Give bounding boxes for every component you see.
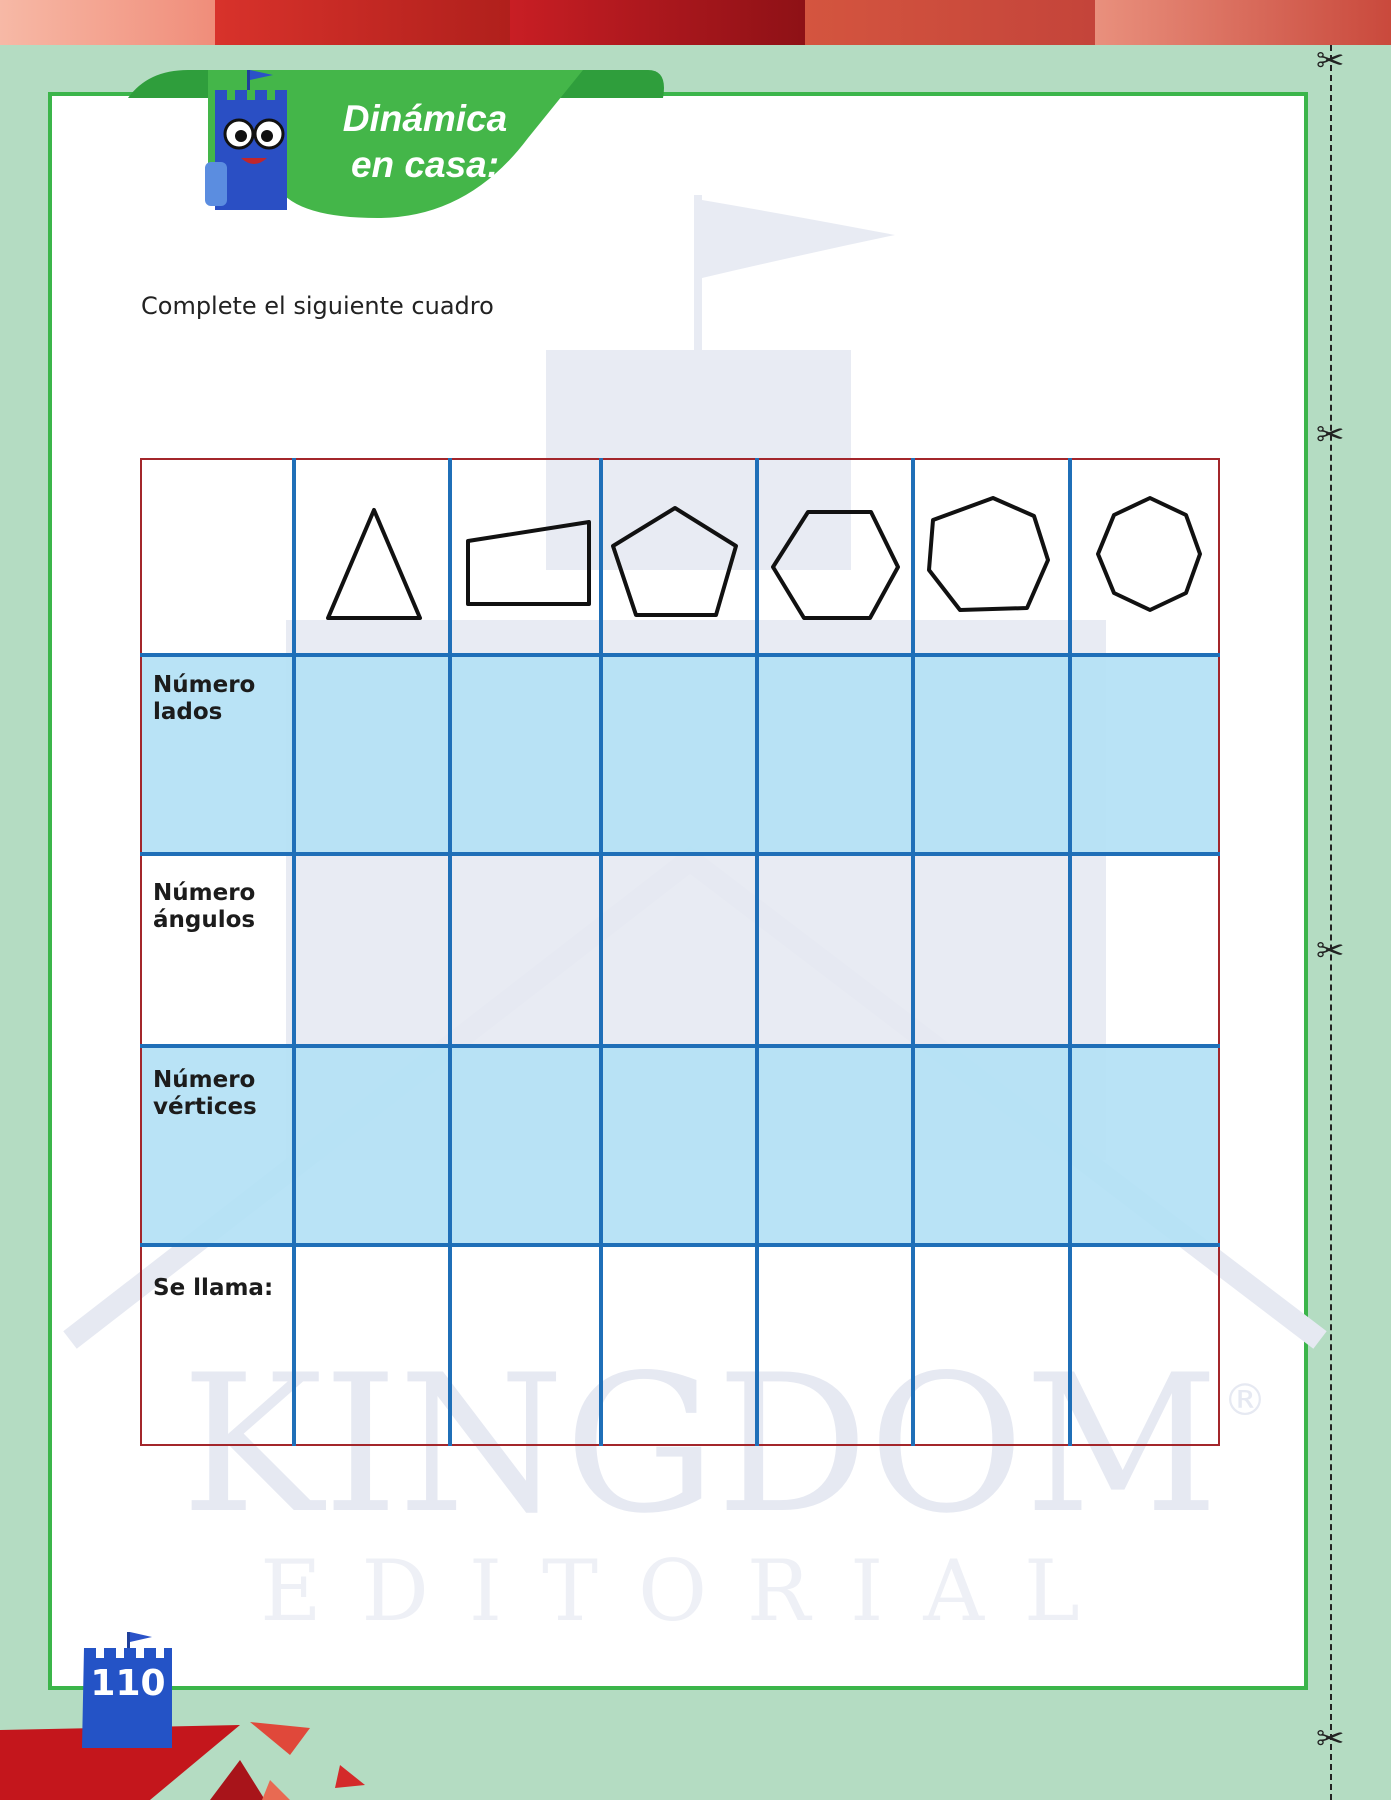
scissors-icon: ✂ xyxy=(1316,42,1345,80)
castle-mascot-icon xyxy=(205,66,310,211)
octagon-icon xyxy=(1098,498,1200,610)
watermark-registered-mark: ® xyxy=(1223,1375,1267,1426)
row-label-angulos xyxy=(153,880,283,934)
row-band-lados xyxy=(140,655,1220,853)
instruction-text: Complete el siguiente cuadro xyxy=(141,292,494,320)
row-label-line2: vértices xyxy=(153,1094,257,1120)
row-label-line1: Se llama: xyxy=(153,1275,274,1301)
top-decorative-band xyxy=(0,0,1391,45)
watermark-sub: EDITORIAL xyxy=(260,1542,1120,1640)
row-label-vertices xyxy=(153,1067,283,1121)
hexagon-icon xyxy=(773,512,898,618)
cut-line xyxy=(1330,45,1332,1800)
scissors-icon: ✂ xyxy=(1316,1720,1345,1758)
row-label-line1: Número xyxy=(153,1067,256,1093)
table-outer-border xyxy=(141,459,1219,1445)
row-label-lados xyxy=(153,672,283,726)
header-title-line1: Dinámica xyxy=(342,98,508,139)
page-number: 110 xyxy=(90,1663,166,1704)
row-label-line2: ángulos xyxy=(153,907,256,933)
pentagon-icon xyxy=(613,508,736,615)
header-title-line2: en casa: xyxy=(350,144,500,185)
scissors-icon: ✂ xyxy=(1316,932,1345,970)
heptagon-icon xyxy=(929,498,1048,610)
row-band-vertices xyxy=(140,1046,1220,1244)
corner-triangles-decoration xyxy=(0,1710,380,1800)
trapezoid-icon xyxy=(468,522,589,604)
watermark-brand: KINGDOM xyxy=(181,1334,1219,1555)
row-label-line1: Número xyxy=(153,880,256,906)
row-label-line1: Número xyxy=(153,672,256,698)
triangle-icon xyxy=(328,510,420,618)
shape-table xyxy=(140,458,1220,1446)
row-label-se-llama xyxy=(153,1275,283,1302)
scissors-icon: ✂ xyxy=(1316,416,1345,454)
row-label-line2: lados xyxy=(153,699,223,725)
header-title xyxy=(300,96,550,188)
